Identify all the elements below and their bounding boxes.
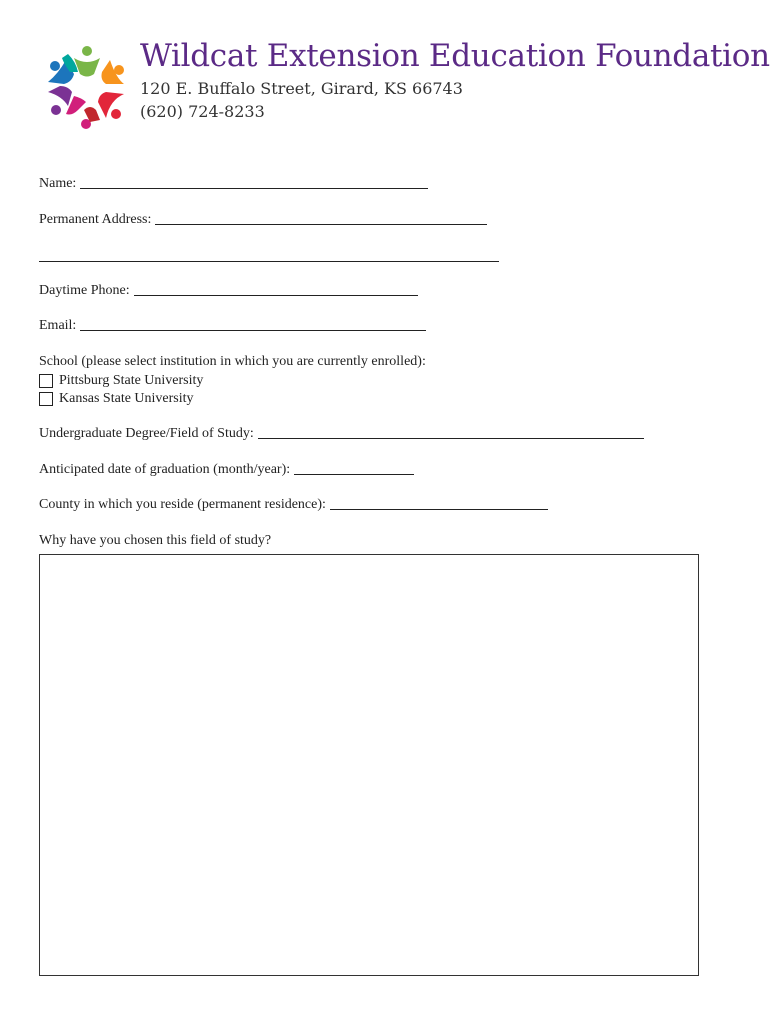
school-option-kansas[interactable]: [39, 391, 194, 407]
school-label: School (please select institution in which you are currently enrolled):: [39, 354, 426, 369]
permanent-address-field[interactable]: [155, 223, 487, 225]
name-row: [39, 176, 428, 192]
why-field-of-study-answer-box[interactable]: [39, 554, 699, 976]
kansas-state-label: Kansas State University: [59, 391, 194, 406]
logo-figure-orange: [102, 60, 125, 84]
degree-row: [39, 426, 644, 442]
permanent-address-line-2-field[interactable]: [39, 261, 499, 262]
county-row: [39, 497, 548, 513]
logo-figure-red: [98, 92, 124, 119]
county-field[interactable]: [330, 508, 548, 510]
pittsburg-state-checkbox[interactable]: [39, 374, 53, 388]
logo-figure-magenta: [66, 96, 100, 129]
daytime-phone-label: Daytime Phone:: [39, 283, 130, 298]
organization-address: 120 E. Buffalo Street, Girard, KS 66743: [140, 79, 463, 98]
kansas-state-checkbox[interactable]: [39, 392, 53, 406]
email-label: Email:: [39, 318, 77, 333]
degree-label: Undergraduate Degree/Field of Study:: [39, 426, 254, 441]
school-row: [39, 354, 426, 370]
email-row: [39, 318, 426, 334]
graduation-label: Anticipated date of graduation (month/year):: [39, 462, 291, 477]
organization-name: Wildcat Extension Education Foundation: [140, 38, 770, 74]
pittsburg-state-label: Pittsburg State University: [59, 373, 204, 388]
graduation-row: [39, 462, 414, 478]
why-row: [39, 533, 271, 549]
permanent-address-row: [39, 212, 487, 228]
daytime-phone-field[interactable]: [134, 294, 418, 296]
school-option-pittsburg[interactable]: [39, 373, 203, 389]
name-field[interactable]: [80, 187, 428, 189]
degree-field[interactable]: [258, 437, 644, 439]
foundation-logo: [44, 44, 130, 130]
graduation-date-field[interactable]: [294, 473, 414, 475]
email-field[interactable]: [80, 329, 426, 331]
county-label: County in which you reside (permanent residence):: [39, 497, 326, 512]
name-label: Name:: [39, 176, 77, 191]
daytime-phone-row: [39, 283, 418, 299]
why-field-of-study-label: Why have you chosen this field of study?: [39, 533, 272, 548]
organization-phone: (620) 724-8233: [140, 102, 265, 121]
permanent-address-label: Permanent Address:: [39, 212, 152, 227]
